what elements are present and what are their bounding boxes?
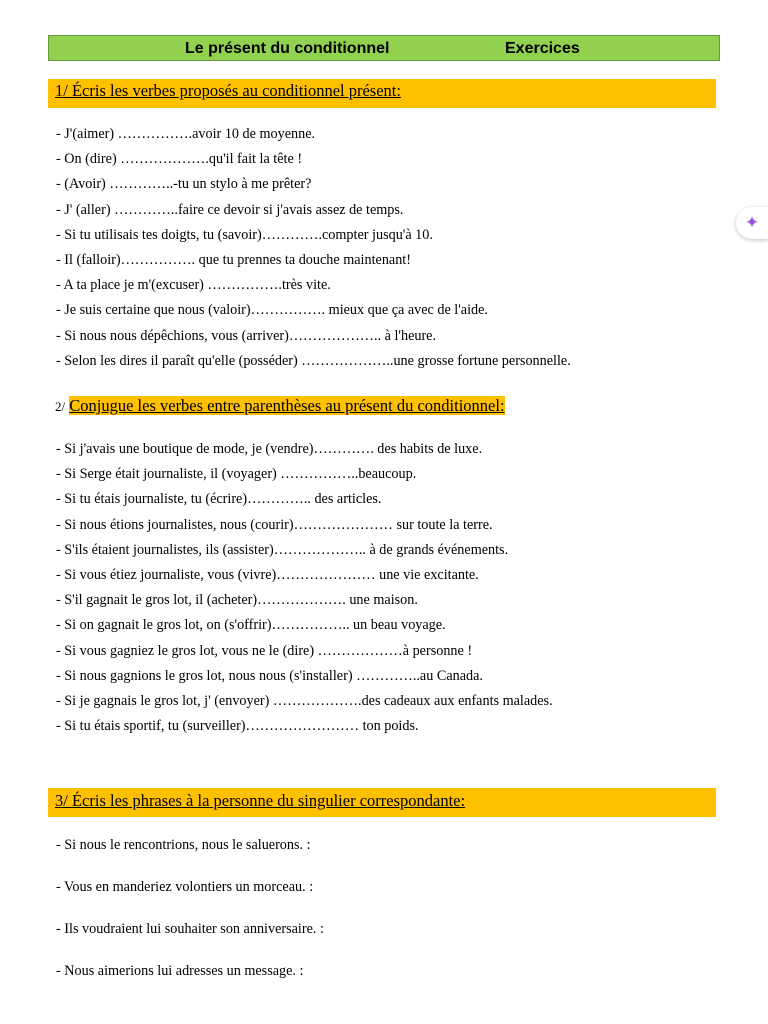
section2-number: 2/: [55, 399, 66, 414]
exercise-item: - Ils voudraient lui souhaiter son anniversaire. :: [56, 921, 324, 937]
exercise-item: - Nous aimerions lui adresses un message. :: [56, 963, 304, 979]
section3-list: [56, 824, 324, 992]
section2-heading-text: Conjugue les verbes entre parenthèses au présent du conditionnel:: [69, 396, 505, 415]
exercise-item: - J' (aller) …………..faire ce devoir si j'avais assez de temps.: [56, 201, 404, 218]
exercise-item: - Vous en manderiez volontiers un morceau. :: [56, 879, 314, 895]
exercise-item: - Si tu utilisais tes doigts, tu (savoir)………….compter jusqu'à 10.: [56, 226, 433, 243]
exercise-item: - Si nous étions journalistes, nous (courir)………………… sur toute la terre.: [56, 516, 493, 533]
exercise-item: - S'ils étaient journalistes, ils (assister)……………….. à de grands événements.: [56, 541, 509, 558]
exercise-item: - Je suis certaine que nous (valoir)……………. mieux que ça avec de l'aide.: [56, 302, 488, 319]
section2-heading: [55, 396, 505, 417]
worksheet-subtitle: Exercices: [505, 40, 580, 57]
exercise-item: - Si Serge était journaliste, il (voyager) ……………..beaucoup.: [56, 466, 417, 483]
exercise-item: - Si vous gagniez le gros lot, vous ne le (dire) ………………à personne !: [56, 642, 473, 659]
section1-heading: 1/ Écris les verbes proposés au conditionnel présent:: [55, 81, 401, 100]
exercise-item: - Si tu étais journaliste, tu (écrire)………….. des articles.: [56, 491, 382, 508]
worksheet-title: Le présent du conditionnel: [185, 40, 390, 57]
exercise-item: - Si on gagnait le gros lot, on (s'offrir)…………….. un beau voyage.: [56, 617, 446, 634]
exercise-item: - Il (falloir)……………. que tu prennes ta douche maintenant!: [56, 251, 411, 268]
exercise-item: - S'il gagnait le gros lot, il (acheter)………………. une maison.: [56, 592, 418, 609]
exercise-item: - Si je gagnais le gros lot, j' (envoyer) ……………….des cadeaux aux enfants malades.: [56, 692, 553, 709]
exercise-item: - Si nous nous dépêchions, vous (arriver)……………….. à l'heure.: [56, 327, 437, 344]
section2-list: [56, 437, 553, 739]
section3-heading: 3/ Écris les phrases à la personne du singulier correspondante:: [55, 791, 466, 810]
exercise-item: - Si j'avais une boutique de mode, je (vendre)…………. des habits de luxe.: [56, 441, 483, 457]
exercise-item: - Si nous le rencontrions, nous le saluerons. :: [56, 837, 311, 853]
exercise-item: - Si nous gagnions le gros lot, nous nous (s'installer) …………..au Canada.: [56, 667, 483, 684]
exercise-item: - Si tu étais sportif, tu (surveiller)…………………… ton poids.: [56, 718, 419, 735]
section1-list: [56, 122, 571, 374]
exercise-item: - Selon les dires il paraît qu'elle (posséder) ………………..une grosse fortune personnelle.: [56, 352, 571, 369]
worksheet-title-bar: [48, 35, 720, 61]
exercise-item: - Si vous étiez journaliste, vous (vivre)………………… une vie excitante.: [56, 566, 479, 583]
exercise-item: - J'(aimer) …………….avoir 10 de moyenne.: [56, 126, 316, 142]
sparkle-icon[interactable]: ✦: [736, 207, 768, 239]
exercise-item: - On (dire) ……………….qu'il fait la tête !: [56, 151, 303, 168]
exercise-item: - (Avoir) …………..-tu un stylo à me prêter?: [56, 176, 312, 193]
exercise-item: - A ta place je m'(excuser) …………….très vite.: [56, 277, 331, 294]
